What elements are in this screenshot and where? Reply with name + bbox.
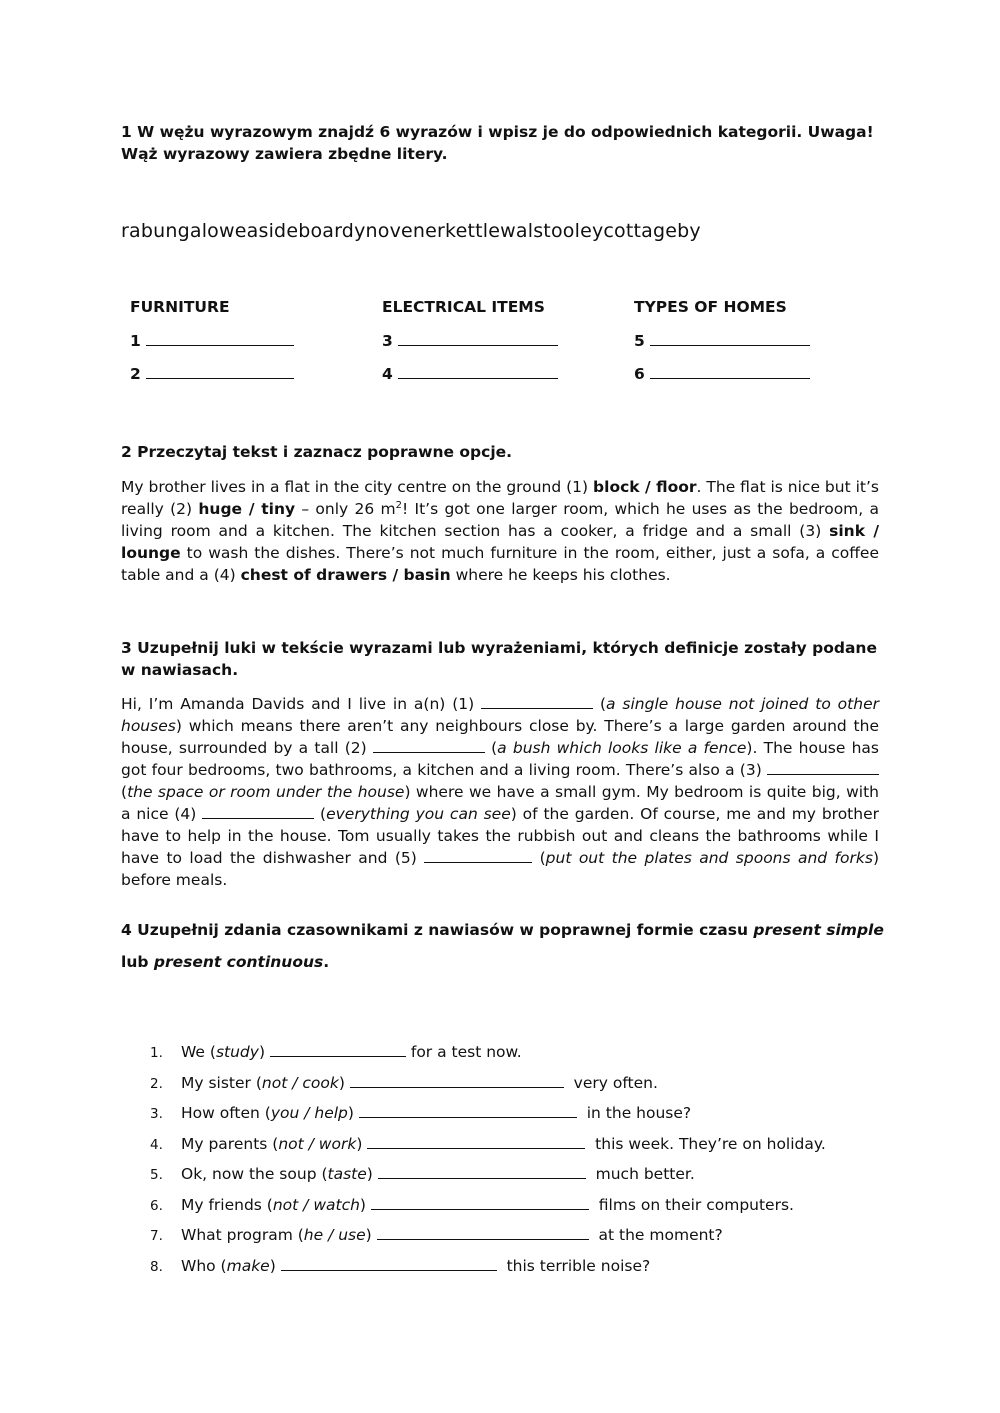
option-3[interactable]: sink / lounge (121, 522, 879, 562)
answer-gap[interactable] (270, 1042, 406, 1057)
exercise-2-heading: 2 Przeczytaj tekst i zaznacz poprawne opcje. (121, 443, 513, 461)
category-title: TYPES OF HOMES (634, 298, 787, 316)
list-item: 8. Who (make) this terrible noise? (150, 1256, 651, 1275)
answer-slot-4[interactable]: 4 (382, 364, 602, 383)
gap-5[interactable] (424, 848, 532, 863)
answer-slot-2[interactable]: 2 (130, 364, 330, 383)
answer-slot-1[interactable]: 1 (130, 331, 330, 350)
gap-1[interactable] (481, 694, 593, 709)
answer-slot-5[interactable]: 5 (634, 331, 854, 350)
category-types-of-homes (634, 298, 854, 383)
list-item: 5. Ok, now the soup (taste) much better. (150, 1165, 695, 1183)
exercise-2-text: My brother lives in a flat in the city centre on the ground (1) block / floor. The flat is nice but it’s really (2) huge / tiny – only 26 $m^2$! It’s got one larger room, which he uses as the bedroom, a living room and a kitchen. The kitchen section has a cooker, a fridge and a small (3) sink / lounge to wash the dishes. There’s not much furniture in the room, either, just a sofa, a coffee table and a (4) chest of drawers / basin where he keeps his clothes. (121, 478, 879, 584)
answer-slot-6[interactable]: 6 (634, 364, 854, 383)
word-snake: rabungaloweasideboardynovenerkettlewalstooleycottageby (121, 220, 701, 242)
gap-4[interactable] (202, 804, 314, 819)
list-item: 6. My friends (not / watch) films on their computers. (150, 1195, 794, 1214)
list-item: 4. My parents (not / work) this week. They’re on holiday. (150, 1134, 826, 1153)
answer-slot-3[interactable]: 3 (382, 331, 602, 350)
option-2[interactable]: huge / tiny (198, 500, 296, 518)
exercise-4-heading-line-1: 4 Uzupełnij zdania czasownikami z nawiasów w poprawnej formie czasu present simple (121, 921, 884, 939)
answer-gap[interactable] (378, 1164, 586, 1179)
exercise-4-list (150, 1042, 900, 1286)
gap-3[interactable] (767, 760, 879, 775)
list-item: 3. How often (you / help) in the house? (150, 1104, 692, 1122)
answer-gap[interactable] (367, 1134, 585, 1149)
list-item: 7. What program (he / use) at the moment? (150, 1226, 723, 1244)
exercise-3-text: Hi, I’m Amanda Davids and I live in a(n) (1) (a single house not joined to other houses) which means there aren’t any neighbours close by. There’s a large garden around the house, surrounded by a tall (2) (a bush which looks like a fence). The house has got four bedrooms, two bathrooms, a kitchen and a living room. There’s also a (3) (the space or room under the house) where we have a small gym. My bedroom is quite big, with a nice (4) (everything you can see) of the garden. Of course, me and my brother have to help in the house. Tom usually takes the rubbish out and cleans the bathrooms while I have to load the dishwasher and (5) (put out the plates and spoons and forks) before meals. (121, 695, 879, 889)
answer-gap[interactable] (281, 1256, 497, 1271)
option-4[interactable]: chest of drawers / basin (240, 566, 451, 584)
gap-2[interactable] (373, 738, 485, 753)
exercise-3-heading: 3 Uzupełnij luki w tekście wyrazami lub wyrażeniami, których definicje zostały podane w nawiasach. (121, 639, 877, 679)
category-electrical-items (382, 298, 602, 383)
list-item: 2. My sister (not / cook) very often. (150, 1073, 658, 1092)
list-item: 1. We (study) for a test now. (150, 1043, 522, 1061)
answer-gap[interactable] (350, 1073, 564, 1088)
category-furniture (130, 298, 330, 383)
answer-gap[interactable] (359, 1103, 577, 1118)
option-1[interactable]: block / floor (593, 478, 697, 496)
answer-gap[interactable] (371, 1195, 589, 1210)
answer-gap[interactable] (377, 1225, 589, 1240)
exercise-4-heading-line-2: lub present continuous. (121, 953, 330, 971)
category-title: FURNITURE (130, 298, 230, 316)
category-title: ELECTRICAL ITEMS (382, 298, 545, 316)
exercise-1-heading: 1 W wężu wyrazowym znajdź 6 wyrazów i wpisz je do odpowiednich kategorii. Uwaga! Wąż wyrazowy zawiera zbędne litery. (121, 123, 874, 163)
